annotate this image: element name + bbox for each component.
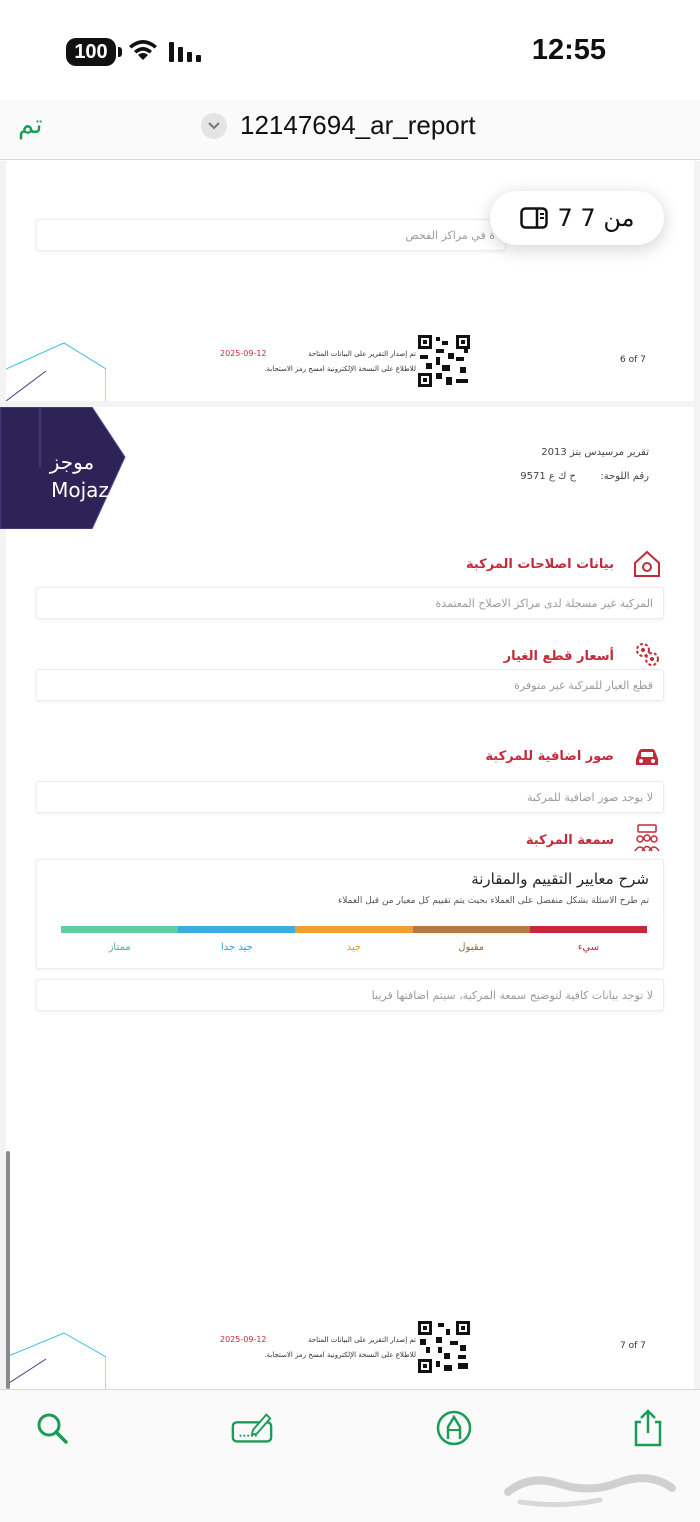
page-number: 7 of 7	[620, 1341, 646, 1351]
repairs-field	[36, 587, 664, 619]
house-wrench-icon	[632, 549, 662, 579]
people-rating-icon	[632, 823, 662, 853]
mojaz-logo	[0, 407, 130, 529]
footer-line-1: تم إصدار التقرير على البيانات المتاحة	[308, 1336, 416, 1344]
photos-field	[36, 781, 664, 813]
share-icon	[630, 1408, 666, 1448]
gears-icon	[632, 639, 662, 669]
page-number: 6 of 7	[620, 355, 646, 365]
qr-code-icon	[416, 333, 472, 389]
logo-text-ar: موجز	[49, 450, 95, 474]
footer-text	[216, 347, 416, 377]
scale-label-acceptable: مقبول	[458, 942, 485, 953]
page-7	[6, 407, 694, 1389]
watermark-logo	[500, 1462, 680, 1512]
scale-label-good: جيد	[346, 942, 362, 953]
inspection-field	[36, 219, 506, 251]
scale-segment-excellent	[61, 926, 178, 933]
markup-button[interactable]	[432, 1406, 476, 1450]
scale-segment-very-good	[178, 926, 295, 933]
page-indicator-label: 7 من 7	[557, 204, 635, 232]
sidebar-icon	[520, 207, 548, 229]
scale-label-very-good: جيد جدا	[220, 942, 253, 953]
signal-icon	[168, 40, 204, 62]
battery-level: 100	[74, 40, 108, 63]
rating-scale-bar	[61, 926, 647, 933]
footer-date: 2025-09-12	[220, 349, 267, 358]
footer-date: 2025-09-12	[220, 1335, 267, 1344]
share-button[interactable]	[626, 1406, 670, 1450]
rating-card-title: شرح معايير التقييم والمقارنة	[471, 870, 649, 888]
report-title: تقرير مرسيدس بنز 2013	[541, 447, 649, 458]
search-icon	[34, 1410, 70, 1446]
repairs-text: المركبة غير مسجلة لدى مراكز الاصلاح المعتمدة	[435, 596, 653, 610]
title-menu-button[interactable]	[201, 113, 227, 139]
reputation-note-text: لا توجد بيانات كافية لتوضيح سمعة المركبة، سيتم اضافتها قريبا	[371, 988, 653, 1002]
document-viewer[interactable]	[0, 161, 700, 1389]
rating-scale-labels	[61, 942, 647, 953]
vertical-scrollbar[interactable]	[6, 1151, 10, 1389]
status-bar	[0, 0, 700, 100]
annotate-button[interactable]	[230, 1406, 274, 1450]
scale-segment-good	[295, 926, 412, 933]
page-6-footer	[6, 331, 694, 395]
plate-row	[520, 471, 649, 482]
photos-text: لا يوجد صور اضافية للمركبة	[526, 790, 653, 804]
reputation-note-field	[36, 979, 664, 1011]
plate-label: رقم اللوحة:	[600, 471, 649, 482]
page-indicator[interactable]	[490, 191, 664, 245]
scale-label-excellent: ممتاز	[108, 942, 131, 953]
battery-indicator	[66, 38, 116, 66]
page-7-footer	[6, 1317, 694, 1381]
parts-text: قطع الغيار للمركبة غير متوفرة	[514, 678, 653, 692]
scale-segment-bad	[530, 926, 647, 933]
footer-text	[216, 1333, 416, 1363]
plate-value: ح ك ع 9571	[520, 471, 576, 482]
markup-pen-icon	[435, 1409, 473, 1447]
rating-card-subtitle: تم طرح الاسئلة بشكل منفصل على العملاء بحيث يتم تقييم كل معيار من قبل العملاء	[338, 896, 649, 906]
scale-label-bad: سيء	[577, 942, 600, 953]
reputation-title: سمعة المركبة	[525, 833, 614, 848]
car-icon	[632, 741, 662, 771]
footer-line-2: للاطلاع على النسخة الإلكترونية امسح رمز الاستجابة.	[264, 1351, 416, 1359]
navigation-bar	[0, 100, 700, 160]
parts-title: أسعار قطع الغيار	[503, 649, 614, 664]
done-button[interactable]: تم	[18, 110, 43, 140]
wifi-icon	[128, 38, 158, 62]
photos-title: صور اضافية للمركبة	[485, 749, 614, 764]
parts-field	[36, 669, 664, 701]
rating-criteria-card	[36, 859, 664, 969]
clock: 12:55	[531, 34, 606, 66]
search-button[interactable]	[30, 1406, 74, 1450]
signature-pen-icon	[230, 1410, 274, 1446]
bottom-toolbar	[0, 1389, 700, 1522]
qr-code-icon	[416, 1319, 472, 1375]
scale-segment-acceptable	[413, 926, 530, 933]
footer-line-1: تم إصدار التقرير على البيانات المتاحة	[308, 350, 416, 358]
inspection-field-text: ة في مراكز الفحص	[405, 228, 495, 242]
footer-line-2: للاطلاع على النسخة الإلكترونية امسح رمز الاستجابة.	[264, 365, 416, 373]
chevron-down-icon	[207, 121, 221, 131]
document-title: 12147694_ar_report	[240, 110, 476, 140]
repairs-title: بيانات اصلاحات المركبة	[465, 557, 614, 572]
logo-text-en: Mojaz	[51, 478, 109, 502]
